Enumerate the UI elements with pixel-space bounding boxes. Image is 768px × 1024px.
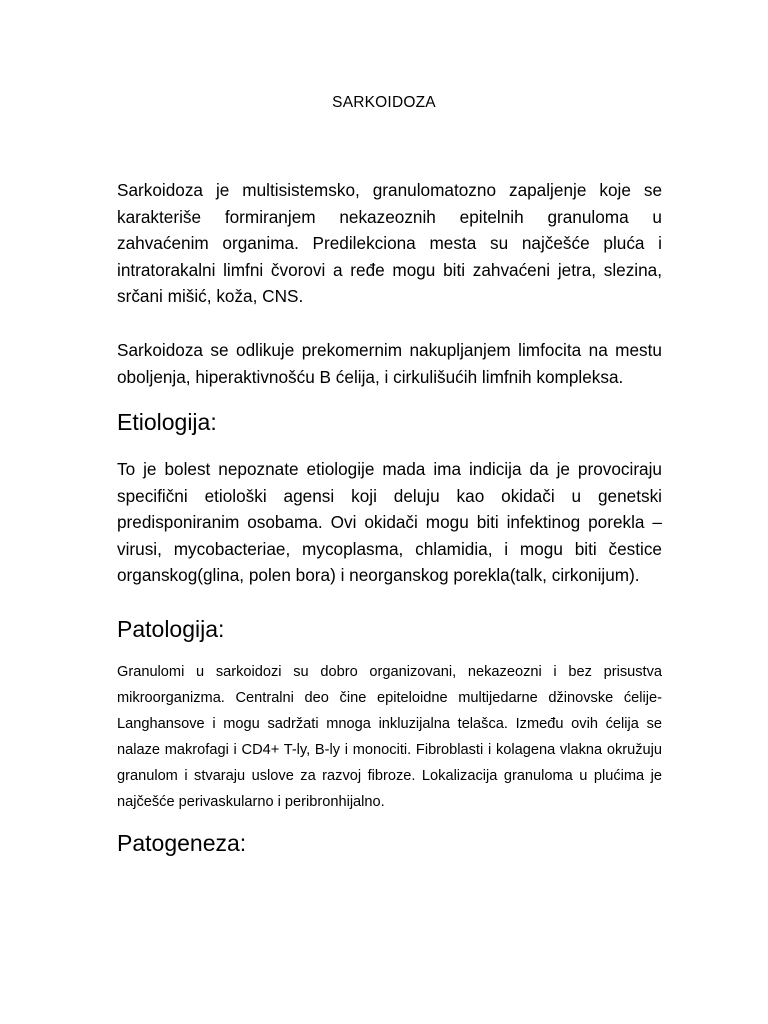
intro-paragraph-2: Sarkoidoza se odlikuje prekomernim nakupljanjem limfocita na mestu oboljenja, hiperaktivnošću B ćelija, i cirkulišućih limfnih kompleksa.	[117, 340, 662, 387]
section-text-patologija: Granulomi u sarkoidozi su dobro organizovani, nekazeozni i bez prisustva mikroorganizma. Centralni deo čine epiteloidne multijedarne džinovske ćelije- Langhansove i mogu sadržati mnoga inkluzijalna telašca. Između ovih ćelija se nalaze makrofagi i CD4+ T-ly, B-ly i monociti. Fibroblasti i kolagena vlakna okružuju granulom i stvaraju uslove za razvoj fibroze. Lokalizacija granuloma u plućima je najčešće perivaskularno i peribronhijalno.	[117, 664, 662, 810]
intro-paragraph-1: Sarkoidoza je multisistemsko, granulomatozno zapaljenje koje se karakteriše formiranjem nekazeoznih epitelnih granuloma u zahvaćenim organima. Predilekciona mesta su najčešće pluća i intratorakalni limfni čvorovi a ređe mogu biti zahvaćeni jetra, slezina, srčani mišić, koža, CNS.	[117, 180, 662, 306]
section-heading-etiologija: Etiologija:	[117, 409, 217, 435]
section-heading-patologija: Patologija:	[117, 616, 225, 642]
document-title: SARKOIDOZA	[332, 94, 436, 111]
section-text-etiologija: To je bolest nepoznate etiologije mada ima indicija da je provociraju specifični etiološki agensi koji deluju kao okidači u genetski predisponiranim osobama. Ovi okidači mogu biti infektinog porekla – virusi, mycobacteriae, mycoplasma, chlamidia, i mogu biti čestice organskog(glina, polen bora) i neorganskog porekla(talk, cirkonijum).	[117, 459, 662, 585]
section-heading-patogeneza: Patogeneza:	[117, 830, 247, 856]
